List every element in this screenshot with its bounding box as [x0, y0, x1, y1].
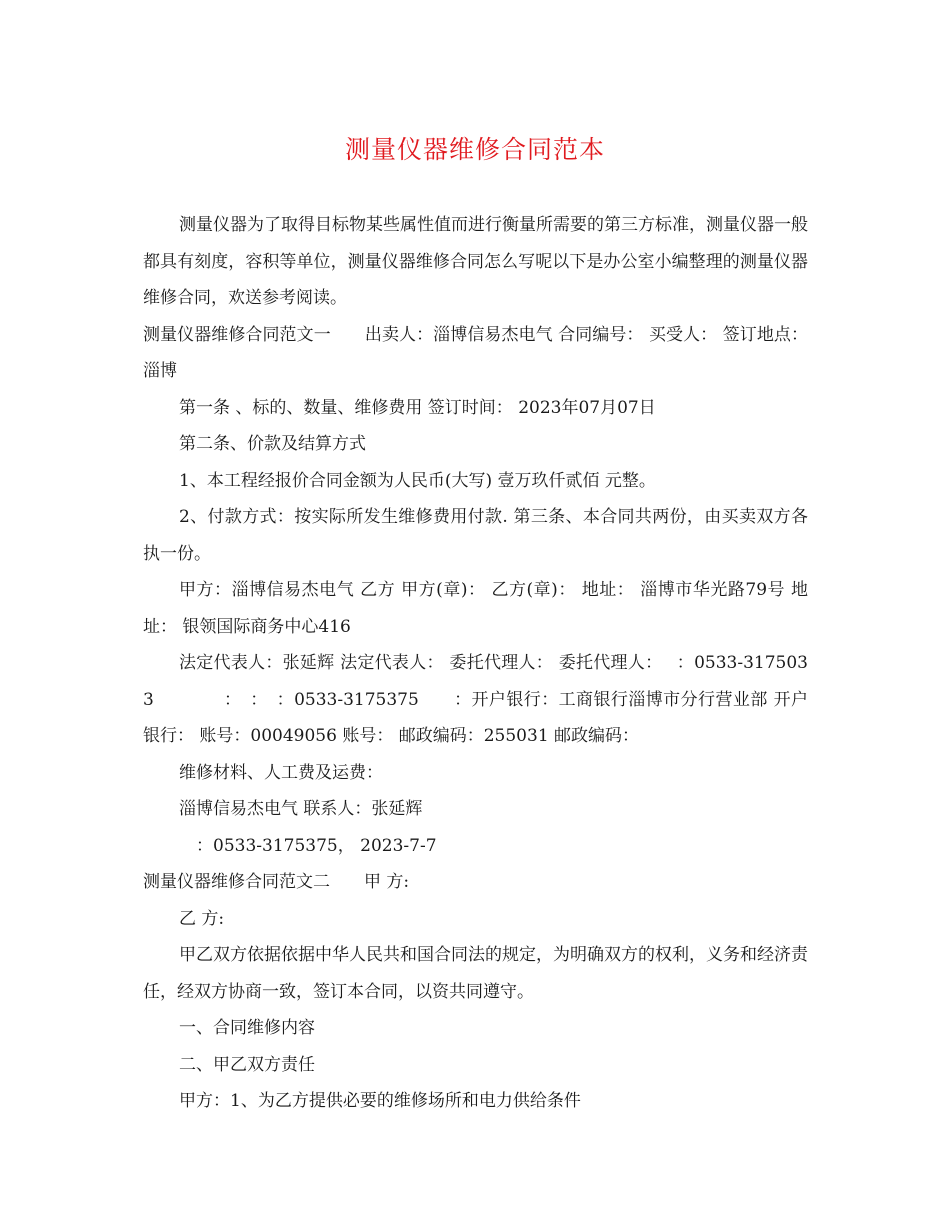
document-title: 测量仪器维修合同范本 — [344, 135, 605, 164]
paragraph-article-one: 第一条 、标的、数量、维修费用 签订时间： 2023年07月07日 — [179, 397, 656, 418]
paragraph-party-b: 乙 方: — [179, 908, 225, 929]
paragraph-parties-address: 甲方：淄博信易杰电气 乙方 甲方(章)： 乙方(章)： 地址： 淄博市华光路79号 地址： 银领国际商务中心416 — [143, 580, 808, 637]
paragraph-sample-two-header: 测量仪器维修合同范文二 甲 方: — [143, 872, 410, 892]
paragraph-party-a-duty: 甲方：1、为乙方提供必要的维修场所和电力供给条件 — [179, 1091, 581, 1111]
paragraph-article-two: 第二条、价款及结算方式 — [179, 434, 366, 454]
paragraph-payment-method: 2、付款方式：按实际所发生维修费用付款. 第三条、本合同共两份，由买卖双方各执一份。 — [143, 507, 808, 564]
paragraph-representatives: 法定代表人：张延辉 法定代表人： 委托代理人： 委托代理人： ：0533-3175033 ： ： ：0533-3175375 ：开户银行：工商银行淄博市分行营业部 开户银行： 账号：00049056 账号： 邮政编码：255031 邮政编码： — [143, 653, 809, 746]
paragraph-contact: 淄博信易杰电气 联系人：张延辉 — [179, 799, 423, 819]
paragraph-section-one: 一、合同维修内容 — [179, 1018, 315, 1038]
paragraph-materials: 维修材料、人工费及运费： — [179, 762, 383, 783]
document-body — [143, 207, 808, 1120]
paragraph-intro: 测量仪器为了取得目标物某些属性值而进行衡量所需要的第三方标准，测量仪器一般都具有刻度，容积等单位，测量仪器维修合同怎么写呢以下是办公室小编整理的测量仪器维修合同，欢送参考阅读。 — [143, 215, 808, 308]
paragraph-agreement: 甲乙双方依据依据中华人民共和国合同法的规定，为明确双方的权利，义务和经济责任，经双方协商一致，签订本合同，以资共同遵守。 — [143, 945, 808, 1002]
paragraph-phone-date: ：0533-3175375， 2023-7-7 — [179, 835, 437, 856]
paragraph-section-two: 二、甲乙双方责任 — [179, 1054, 315, 1075]
paragraph-sample-one-header: 测量仪器维修合同范文一 出卖人：淄博信易杰电气 合同编号： 买受人： 签订地点： 淄博 — [143, 324, 808, 381]
paragraph-contract-amount: 1、本工程经报价合同金额为人民币(大写) 壹万玖仟贰佰 元整。 — [179, 470, 656, 491]
